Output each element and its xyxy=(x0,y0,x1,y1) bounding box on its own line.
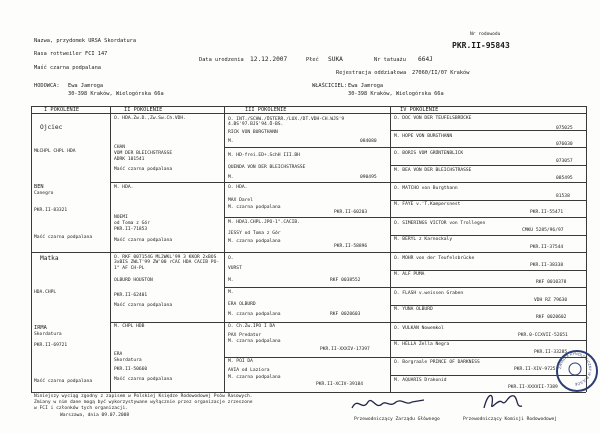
col-header-3: III POKOLENIE xyxy=(245,107,287,113)
table-top-rule xyxy=(31,106,586,107)
g3-name: PAX Predator xyxy=(228,333,262,338)
owner2-label: WŁAŚCICIEL: xyxy=(312,83,348,89)
g3-name: MAX Darel xyxy=(228,198,253,203)
g3-reg: PKR.II-60203 xyxy=(334,210,368,215)
g4-reg: 073057 xyxy=(556,159,573,164)
g2-kennel: Skordatura xyxy=(114,358,142,363)
g3-reg: 090495 xyxy=(360,175,377,180)
g4-reg: PKR.II-38338 xyxy=(530,263,564,268)
g4-reg: PKR.II-XIV-9725 xyxy=(514,367,556,372)
g4-name: M. AQUARIS Drakonid xyxy=(394,378,447,383)
sex-value: SUKA xyxy=(328,56,343,63)
svg-text:ZWIĄZEK KYNOLOGICZNY W POLSCE xyxy=(558,352,592,386)
dam-label: Matka xyxy=(40,255,59,262)
g2-titles: M. CHPL HDB xyxy=(114,324,145,329)
g4-reg: CMKU 5285/96/97 xyxy=(522,228,564,233)
signature-2 xyxy=(478,388,528,416)
owner2-name: Ewa Jamroga xyxy=(348,83,384,89)
g2-kennel: od Toma z Gór xyxy=(114,221,150,226)
g2-reg: PKR.II-62401 xyxy=(114,293,148,298)
signature-2-label: Przewodniczący Komisji Rodowodowej xyxy=(463,417,558,422)
g3-reg: PKR.II-XCIV-39184 xyxy=(316,382,364,387)
col-header-1: I POKOLENIE xyxy=(44,107,80,113)
g3-titles: M. xyxy=(228,290,234,295)
g4-reg: PKR.0-CCXVII-52651 xyxy=(518,333,568,338)
pkr-label: Nr rodowodu xyxy=(470,32,501,37)
g3-name: AVIA od Lazíora xyxy=(228,368,270,373)
g3-titles: O. INT./SCHW./ÖSTERR./LUX./DT.VDH-CH.WJS'9 4.BS'97.BJS'94.Ö-BS. xyxy=(228,117,345,128)
g2-kennel: VOM DER BLEICHSTRASSE xyxy=(114,151,173,156)
pkr-number: PKR.II-95843 xyxy=(452,41,510,50)
sex-label: Płeć xyxy=(306,57,319,63)
g4-name: O. DOC VON DER TEUFELSBRÜCKE xyxy=(394,116,472,121)
stamp-text: ZWIĄZEK KYNOLOGICZNY W POLSCE xyxy=(557,351,593,387)
g3-reg: RKF 0020603 xyxy=(330,312,361,317)
g3-color: M. czarna podpalana xyxy=(228,375,281,380)
g2-reg: PKR.II-71853 xyxy=(114,227,148,232)
g3-titles: M. HD-frei.ED+.SchH III.BH xyxy=(228,153,300,158)
g3-div-c xyxy=(224,287,586,288)
g2-divider-1 xyxy=(110,182,586,183)
g4-name: M. BEA VON DER BLEICHSTRASSE xyxy=(394,168,472,173)
g3-titles: M. HDA1.CHPL.JPO-1°.CACIB. xyxy=(228,220,300,225)
col-divider-3 xyxy=(390,106,391,392)
sire-kennel: Canegro xyxy=(34,191,54,196)
footer-line-3: w FCI i członków tych organizacji. xyxy=(34,406,129,411)
g4-name: M. BERYL z Karnockaly xyxy=(394,237,453,242)
g3-name: VURST xyxy=(228,266,242,271)
g2-divider-3 xyxy=(110,322,586,323)
tattoo-label: Nr tatuażu xyxy=(374,57,406,63)
g2-reg: ADRK 101541 xyxy=(114,157,145,162)
g2-color: Maść czarna podpalana xyxy=(114,238,173,243)
tattoo-value: 664J xyxy=(418,56,433,63)
g2-titles: O. HDA.Zw.D.,Zw.Sw.Ch.VDH. xyxy=(114,116,186,121)
g3-color: M. xyxy=(228,139,234,144)
dam-kennel: Skordatura xyxy=(34,332,62,337)
owner-name: Ewa Jamroga xyxy=(68,83,104,89)
sire-reg: PKR.II-83321 xyxy=(34,208,68,213)
g3-titles: O. xyxy=(228,256,234,261)
g3-color: M. czarna podpalana xyxy=(228,239,281,244)
g3-color: M. czarna podpalana xyxy=(228,339,281,344)
dob-value: 12.12.2007 xyxy=(250,56,288,63)
dam-titles: HDA.CHPL xyxy=(34,290,57,295)
dob-label: Data urodzenia xyxy=(199,57,244,63)
footer-line-2: Zmiany w nim dane mogą być wykorzystywane wyłącznie przez organizacje zrzeszone xyxy=(34,400,253,405)
g4-reg: PKR.II-37544 xyxy=(530,245,564,250)
g3-color: M. czarna podpalana xyxy=(228,312,281,317)
g3-color: M. xyxy=(228,175,234,180)
g4-reg: VDH RZ 79630 xyxy=(534,298,568,303)
owner2-address: 30-398 Kraków, Wielogórska 66a xyxy=(348,91,444,97)
g2-name: OLBURD HOUSTON xyxy=(114,278,153,283)
dam-name: IRMA xyxy=(34,325,47,331)
sire-name: BEN xyxy=(34,184,44,190)
g4-name: O. MATCHO von Burgthann xyxy=(394,186,458,191)
color-line: Maść czarna podpalana xyxy=(34,65,101,71)
g4-reg: PKR.II-55471 xyxy=(530,210,564,215)
footer-line-1: Niniejszy wyciąg zgodny z zapisem w Polskiej Księdze Rodowodowej Psów Rasowych. xyxy=(34,394,253,399)
parent-divider xyxy=(31,252,586,253)
g2-name: NOEMI xyxy=(114,215,128,220)
g4-name: O. VULKAN Nowemkol xyxy=(394,326,444,331)
g4-name: O. SIMERINGS VICTOR von Trollegen xyxy=(394,221,486,226)
g3-name: QUENDA VON DER BLEICHSTRASSE xyxy=(228,165,306,170)
g4-reg: 81538 xyxy=(556,194,570,199)
g3-reg: PKR.II-XXXIV-17397 xyxy=(320,347,370,352)
g3-titles: O. Ch.Zw.IPO I DA xyxy=(228,324,276,329)
g3-reg: 084080 xyxy=(360,139,377,144)
g4-name: O. MOHR von der Teufelsbrücke xyxy=(394,256,475,261)
g2-color: Maść czarna podpalana xyxy=(114,377,173,382)
g3-color: M. czarna podpalana xyxy=(228,205,281,210)
g4-reg: RKF 0010378 xyxy=(536,280,567,285)
g3-name: ERA OLBURD xyxy=(228,302,256,307)
g4-div-7 xyxy=(390,340,586,341)
owner-label: HODOWCA: xyxy=(34,83,60,89)
g4-div-3 xyxy=(390,200,586,201)
g4-name: M. HOPE VON BURGTHANN xyxy=(394,134,453,139)
col-header-4: IV POKOLENIE xyxy=(400,107,439,113)
g4-div-2 xyxy=(390,165,586,166)
g2-titles: O. RKF 007154G ML2WKL'99 3 KKOR 2xBOS 3xBIS ZWLT'99 ZW'00 rCAC HDA CACIB PO-1° AF CH-PL xyxy=(114,255,220,271)
breed-line: Rasa rottweiler FCI 147 xyxy=(34,51,108,57)
g4-reg: PKR.II-33285 xyxy=(534,350,568,355)
signature-1 xyxy=(348,390,428,416)
reg-value: 27060/II/07 Kraków xyxy=(412,70,470,76)
g3-titles: M. POI DA xyxy=(228,359,253,364)
g3-name: JESSY od Toma z Gór xyxy=(228,231,281,236)
g4-reg: 075025 xyxy=(556,126,573,131)
g3-name: RICK VON BURGTHANN xyxy=(228,130,278,135)
g3-div-b xyxy=(224,217,586,218)
table-left-rule xyxy=(31,106,32,392)
dam-color: Maść czarna podpalana xyxy=(34,379,93,384)
reg-label: Rejestracja oddziałowa xyxy=(336,70,407,76)
g2-titles: M. HDA. xyxy=(114,185,134,190)
g3-div-a xyxy=(224,147,586,148)
dam-reg: PKR.II-69721 xyxy=(34,343,68,348)
table-header-rule xyxy=(31,113,586,114)
g4-reg: RKF 0020602 xyxy=(536,315,567,320)
g2-name: ERA xyxy=(114,352,123,357)
g3-titles: O. HDA. xyxy=(228,185,248,190)
sire-label: Ojciec xyxy=(40,124,63,131)
g2-name: CHAN xyxy=(114,145,126,150)
g3-div-d xyxy=(224,357,586,358)
g4-reg: 085495 xyxy=(556,176,573,181)
g2-color: Maść czarna podpalana xyxy=(114,303,173,308)
footer-date: Warszawa, dnia 09.07.2008 xyxy=(60,413,130,418)
g2-color: Maść czarna podpalana xyxy=(114,167,173,172)
g2-reg: PKR.II-50660 xyxy=(114,367,148,372)
owner-address: 30-398 Kraków, Wielogórska 66a xyxy=(68,91,164,97)
g4-name: O. Borgraale PRINCE OF DARKNESS xyxy=(394,360,480,365)
col-divider-1 xyxy=(110,106,111,392)
g4-name: M. HELLA Zella Negra xyxy=(394,342,450,347)
g4-reg: 076030 xyxy=(556,142,573,147)
g4-reg: PKR.II-XXXVII-7389 xyxy=(508,385,558,390)
col-header-2: II POKOLENIE xyxy=(124,107,163,113)
g4-name: M. FAYE v.'T.Kampersnest xyxy=(394,202,461,207)
g4-name: O. FLASH v.weissen Graben xyxy=(394,291,464,296)
col-divider-2 xyxy=(224,106,225,392)
breeder-line: Nazwa, przydomek URSA Skordatura xyxy=(34,38,137,44)
g4-div-5 xyxy=(390,270,586,271)
g3-color: M. xyxy=(228,278,234,283)
g3-reg: RKF 0038552 xyxy=(330,278,361,283)
g4-div-6 xyxy=(390,305,586,306)
sire-color: Maść czarna podpalana xyxy=(34,235,93,240)
sire-titles: MŁCHPL CHPL HDA xyxy=(34,149,76,154)
g4-name: M. YUNA OLBURD xyxy=(394,307,433,312)
g4-name: M. ALF PUMA xyxy=(394,272,425,277)
g3-reg: PKR.II-58896 xyxy=(334,244,368,249)
g4-div-4 xyxy=(390,235,586,236)
g4-name: O. BORIS VOM GRÜNTENBLICK xyxy=(394,151,464,156)
signature-1-label: Przewodniczący Zarządu Głównego xyxy=(354,417,440,422)
official-stamp xyxy=(556,350,598,392)
